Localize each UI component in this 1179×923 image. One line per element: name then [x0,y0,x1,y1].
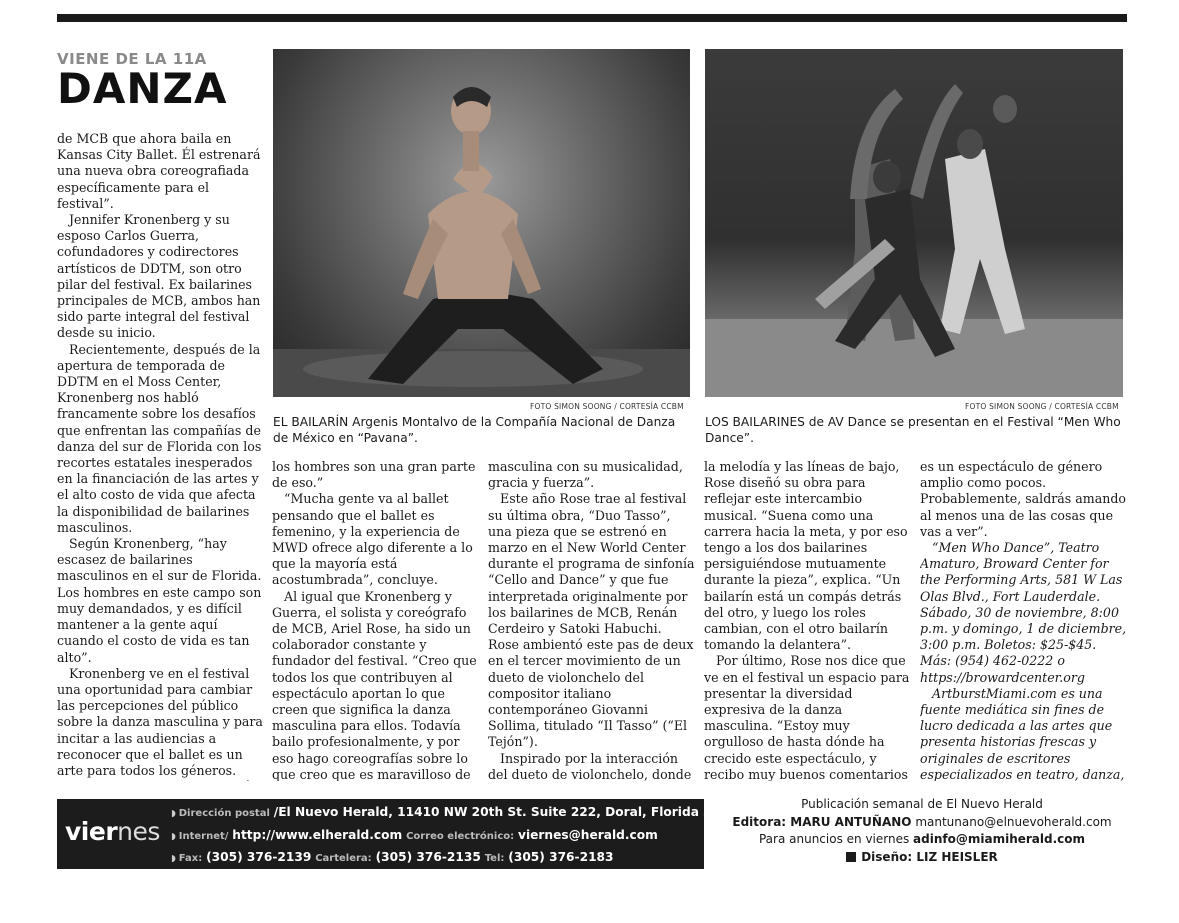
triangle-bullet-icon: ◗ [171,809,176,819]
caption-lead: LOS BAILARINES [705,415,805,429]
dancer-silhouette-illustration [273,49,690,397]
paragraph: masculina con su musicalidad, gracia y fuerza”. [488,459,683,491]
paragraph: Según Kronenberg, “hay escasez de bailarines masculinos en el sur de Florida. Los hombres en este campo son muy demandados, y es difícil mantener a la gente aquí cuando el costo de vida es tan alto”. [57,536,262,665]
email-label: Correo electrónico: [406,831,515,842]
paragraph: de MCB que ahora baila en Kansas City Ballet. Él estrenará una nueva obra coreografiada específicamente para el festival”. [57,131,261,211]
paragraph: Recientemente, después de la apertura de temporada de DDTM en el Moss Center, Kronenberg nos habló francamente sobre los desafíos que enfrentan las compañías de danza del sur de Florida con los recortes estatales inesperados en la financiación de las artes y el alto costo de vida que afecta la disponibilidad de bailarines masculinos. [57,341,262,535]
article-column-5 [920,459,1130,781]
cartelera-value: (305) 376-2135 [375,850,481,864]
internet-row [171,828,658,842]
paragraph: Kronenberg ve en el festival una oportunidad para cambiar las percepciones del público sobre la danza masculina y para incitar a las audiencias a reconocer que el ballet es un arte para todos los géneros. [57,665,263,778]
postal-label: Dirección postal [178,808,270,819]
top-rule [57,14,1127,22]
phone-row [171,850,614,864]
photo-dancer-kneeling [273,49,690,397]
photo-caption [273,414,693,446]
photo-credit: FOTO SIMON SOONG / CORTESÍA CCBM [530,402,684,411]
source-note: ArtburstMiami.com es una fuente mediática sin fines de lucro dedicada a las artes que presenta historias frescas y originales de escritores especializados en teatro, danza, [920,685,1125,781]
paragraph: Este año Rose trae al festival su última obra, “Duo Tasso”, una pieza que se estrenó en marzo en el New World Center durante el programa de sinfonía “Cello and Dance” y que fue interpretada originalmente por los bailarines de MCB, Renán Cerdeiro y Satoki Habuchi. Rose ambientó este pas de deux en el tercer movimiento de un dueto de violonchelo del compositor italiano contemporáneo Giovanni Sollima, titulado “Il Tasso” (“El Tejón”). [488,491,695,750]
caption-lead: EL BAILARÍN [273,415,349,429]
triangle-bullet-icon: ◗ [171,854,176,864]
article-column-4 [704,459,912,781]
paragraph: “Mucha gente va al ballet pensando que el ballet es femenino, y la experiencia de MWD ofrece algo diferente a lo que la mayoría está acostumbrada”, concluye. [272,491,473,588]
paragraph: Inspirado por la interacción del dueto de violonchelo, donde [488,750,692,781]
paragraph: es un espectáculo de género amplio como pocos. Probablemente, saldrás amando al menos una de las cosas que vas a ver”. [920,459,1126,539]
event-info: “Men Who Dance”, Teatro Amaturo, Broward Center for the Performing Arts, 581 W Las Olas Blvd., Fort Lauderdale. Sábado, 30 de noviembre, 8:00 p.m. y domingo, 1 de diciembre, 3:00 p.m. Boletos: $25-$45. Más: (954) 462-0222 o https://browardcenter.org [920,540,1127,685]
article-column-2 [272,459,480,781]
article-column-1 [57,131,264,781]
website-link[interactable]: http://www.elherald.com [232,828,403,842]
photo-caption [705,414,1125,446]
headline: DANZA [57,64,228,113]
paragraph: Al igual que Kronenberg y Guerra, el solista y coreógrafo de MCB, Ariel Rose, ha sido un colaborador constante y fundador del festival. “Creo que todos los que contribuyen al espectáculo aportan lo que creen que significa la danza masculina para ellos. Todavía bailo profesionalmente, y por eso hago coreografías sobre lo que creo que es maravilloso de [272,588,477,781]
fax-value: (305) 376-2139 [206,850,312,864]
email-link[interactable]: viernes@herald.com [518,828,658,842]
postal-address-row [171,805,746,819]
photo-credit: FOTO SIMON SOONG / CORTESÍA CCBM [965,402,1119,411]
design-line: Diseño: LIZ HEISLER [712,849,1132,867]
contact-footer [57,799,746,869]
caption-text: de AV Dance se presentan en el Festival “Men Who Dance”. [705,415,1121,445]
internet-label: Internet/ [178,831,229,842]
triangle-bullet-icon: ◗ [171,832,176,842]
paragraph: los hombres son una gran parte de eso.” [272,459,476,491]
postal-value: /El Nuevo Herald, 11410 NW 20th St. Suite 222, Doral, Florida 33172 [273,805,746,819]
paragraph: Por último, Rose nos dice que ve en el festival un espacio para presentar la diversidad expresiva de la danza masculina. “Estoy muy orgulloso de hasta dónde ha crecido este espectáculo, y recibo muy buenos comentarios [704,653,910,781]
editor-line: Editora: MARU ANTUÑANO mantunano@elnuevoherald.com [732,814,1112,829]
continued-from-kicker: VIENE DE LA 11A [57,50,207,68]
publication-line: Publicación semanal de El Nuevo Herald [801,797,1043,811]
ads-line: Para anuncios en viernes adinfo@miamiherald.com [758,832,1086,846]
photo-group-dancers [705,49,1123,397]
paragraph: Jennifer Kronenberg y su esposo Carlos Guerra, cofundadores y codirectores artísticos de DDTM, son otro pilar del festival. Ex bailarines principales de MCB, ambos han sido parte integral del festival desde su inicio. [57,212,261,341]
masthead-credits [712,796,1132,866]
caption-text: Argenis Montalvo de la Compañía Nacional de Danza de México en “Pavana”. [273,415,676,445]
group-dancers-illustration [705,49,1123,397]
tel-value: (305) 376-2183 [508,850,614,864]
viernes-logo: viernes [65,817,160,846]
cartelera-label: Cartelera: [315,853,372,864]
ads-email[interactable]: adinfo@miamiherald.com [913,832,1086,846]
editor-email[interactable]: mantunano@elnuevoherald.com [911,814,1112,829]
tel-label: Tel: [484,853,505,864]
square-bullet-icon [846,852,856,862]
article-column-3 [488,459,696,781]
paragraph: la melodía y las líneas de bajo, Rose diseñó su obra para reflejar este intercambio musical. “Suena como una carrera hacia la meta, y por eso tengo a los dos bailarines persiguiéndose mutuamente durante la pieza”, explica. “Un bailarín está un compás detrás del otro, y luego los roles cambian, con el otro bailarín tomando la delantera”. [704,459,908,653]
fax-label: Fax: [178,853,203,864]
